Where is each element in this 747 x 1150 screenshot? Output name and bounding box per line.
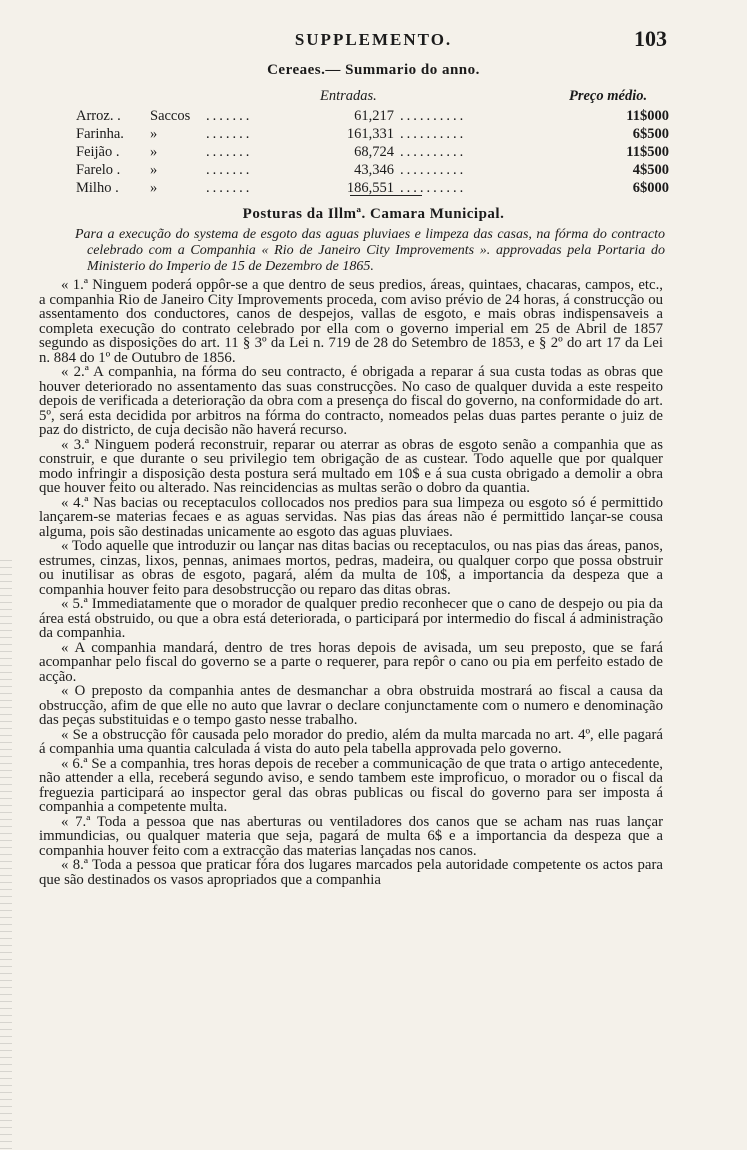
entradas-value: 68,724 [354, 144, 394, 160]
cereaes-heading: Cereaes.— Summario do anno. [267, 62, 480, 78]
preco-value: 6$000 [632, 180, 669, 196]
article-paragraph: « O preposto da companhia antes de desmanchar a obra obstruida mostrará ao fiscal a causa da obstrucção, afim de que elle no auto que lavrar o declare conjunctamente com o numero e denominação das peças substituidas e o tempo gasto nesse trabalho. [39, 683, 663, 728]
commodity-name: Milho . [76, 180, 119, 196]
commodity-unit: » [150, 126, 158, 142]
column-header-entradas: Entradas. [320, 88, 377, 104]
preco-value: 6$500 [632, 126, 669, 142]
leader-dots: ....... [206, 144, 253, 160]
leader-dots: .......... [400, 108, 467, 124]
entradas-value: 186,551 [346, 180, 394, 196]
page-number: 103 [634, 26, 667, 51]
article-paragraph: « 8.ª Toda a pessoa que praticar fóra dos lugares marcados pela autoridade competente os actos para que são destinados os vasos apropriados que a companhia [39, 857, 663, 888]
table-row [0, 144, 747, 162]
leader-dots: ....... [206, 162, 253, 178]
article-paragraph: « 7.ª Toda a pessoa que nas aberturas ou ventiladores dos canos que se acham nas ruas lançar immundicias, ou qualquer materia que seja, pagará de multa 6$ e a importancia da despeza que a companhia houver feito com a extracção das materias lançadas nos canos. [39, 813, 663, 859]
article-paragraph: « A companhia mandará, dentro de tres horas depois de avisada, um seu preposto, que se fará acompanhar pelo fiscal do governo se a parte o requerer, para repôr o cano ou pia em perfeito estado de acção. [39, 639, 663, 685]
commodity-name: Farinha. [76, 126, 124, 142]
leader-dots: ....... [206, 108, 253, 124]
leader-dots: .......... [400, 126, 467, 142]
column-header-preco: Preço médio. [569, 88, 648, 104]
table-row [0, 126, 747, 144]
section-divider [350, 195, 422, 196]
commodity-unit: Saccos [150, 108, 191, 124]
table-row [0, 162, 747, 180]
leader-dots: ....... [206, 126, 253, 142]
page-edge-binding [0, 560, 12, 1150]
article-paragraph: « Todo aquelle que introduzir ou lançar nas ditas bacias ou receptaculos, ou nas pias das áreas, panos, estrumes, cinzas, lixos, pennas, animaes mortos, pedras, madeira, ou qualquer corpo que possa obstruir ou inutilisar as obras de esgoto, pagará, além da multa de 10$, a importancia da despeza que a companhia houver feito para desobstrucção ou reparo das ditas obras. [39, 538, 663, 598]
commodity-unit: » [150, 144, 158, 160]
commodity-unit: » [150, 180, 158, 196]
article-paragraph: « 3.ª Ninguem poderá reconstruir, reparar ou aterrar as obras de esgoto senão a companhia que as construir, e que durante o seu privilegio tem obrigação de as custear. Todo aquelle que por qualquer modo infringir a disposição desta postura será multado em 10$ e á sua custa obrigado a demolir a obra que houver feito ou alterado. Nas reincidencias as multas serão o dobro da quantia. [39, 436, 663, 496]
article-paragraph: « 6.ª Se a companhia, tres horas depois de receber a communicação de que trata o artigo antecedente, não attender a ella, receberá segundo aviso, e sendo tambem este improficuo, o morador ou o fiscal da freguezia participará ao inspector geral das obras publicas ou fiscal do governo para ser imposta á companhia a competente multa. [39, 755, 663, 815]
leader-dots: ....... [206, 180, 253, 196]
article-paragraph: « 2.ª A companhia, na fórma do seu contracto, é obrigada a reparar á sua custa todas as obras que houver deteriorado no assentamento das suas construcções. No caso de qualquer duvida a este respeito depois de verificada a deterioração da obra com a presença do fiscal do governo, na conformidade do art. 5º, será esta decidida por arbitros na fórma do contracto, nomeados pelas duas partes perante o juiz de paz do districto, de cuja decisão não haverá recurso. [39, 364, 663, 438]
entradas-value: 43,346 [354, 162, 394, 178]
article-paragraph: « Se a obstrucção fôr causada pelo morador do predio, além da multa marcada no art. 4º, elle pagará á companhia uma quantia calculada á vista do auto pela tabella approvada pelo governo. [39, 726, 663, 757]
preco-value: 4$500 [632, 162, 669, 178]
posturas-body [39, 278, 663, 887]
commodity-name: Arroz. . [76, 108, 121, 124]
preco-value: 11$500 [626, 144, 669, 160]
commodity-unit: » [150, 162, 158, 178]
article-paragraph: « 5.ª Immediatamente que o morador de qualquer predio reconhecer que o cano de despejo ou pia da área está obstruido, ou que a obra está deteriorada, o participará por intermedio do fiscal á administração da companhia. [39, 596, 663, 641]
leader-dots: .......... [400, 162, 467, 178]
posturas-intro: Para a execução do systema de esgoto das aguas pluviaes e limpeza das casas, na fórma do contracto celebrado com a Companhia « Rio de Janeiro City Improvements ». approvadas pela Portaria do Ministerio do Imperio de 15 de Dezembro de 1865. [75, 227, 665, 274]
article-paragraph: « 1.ª Ninguem poderá oppôr-se a que dentro de seus predios, áreas, quintaes, chacaras, campos, etc., a companhia Rio de Janeiro City Improvements proceda, com aviso prévio de 24 horas, á construcção ou assentamento dos conductores, canos de despejos, vallas de esgoto, e mais obras indispensaveis a completa execução do contrato celebrado por ella com o governo imperial em 25 de Abril de 1857 segundo as disposições do art. 11 § 3º da Lei n. 719 de 28 do Setembro de 1853, e § 2º do art 17 da Lei n. 884 do 1º de Outubro de 1856. [39, 277, 663, 366]
leader-dots: .......... [400, 144, 467, 160]
commodity-name: Feijão . [76, 144, 120, 160]
article-paragraph: « 4.ª Nas bacias ou receptaculos collocados nos predios para sua limpeza ou esgoto só é permittido lançarem-se materias fecaes e as aguas servidas. Nas pias das áreas não é permittido lançar-se cousa alguma, pois são destinadas unicamente ao esgoto das aguas pluviaes. [39, 494, 663, 540]
page-title: SUPPLEMENTO. [294, 30, 453, 49]
preco-value: 11$000 [626, 108, 669, 124]
entradas-value: 61,217 [354, 108, 394, 124]
table-row [0, 108, 747, 126]
entradas-value: 161,331 [346, 126, 394, 142]
commodity-name: Farelo . [76, 162, 121, 178]
leader-dots: .......... [400, 180, 467, 196]
posturas-heading: Posturas da Illmª. Camara Municipal. [242, 206, 505, 222]
